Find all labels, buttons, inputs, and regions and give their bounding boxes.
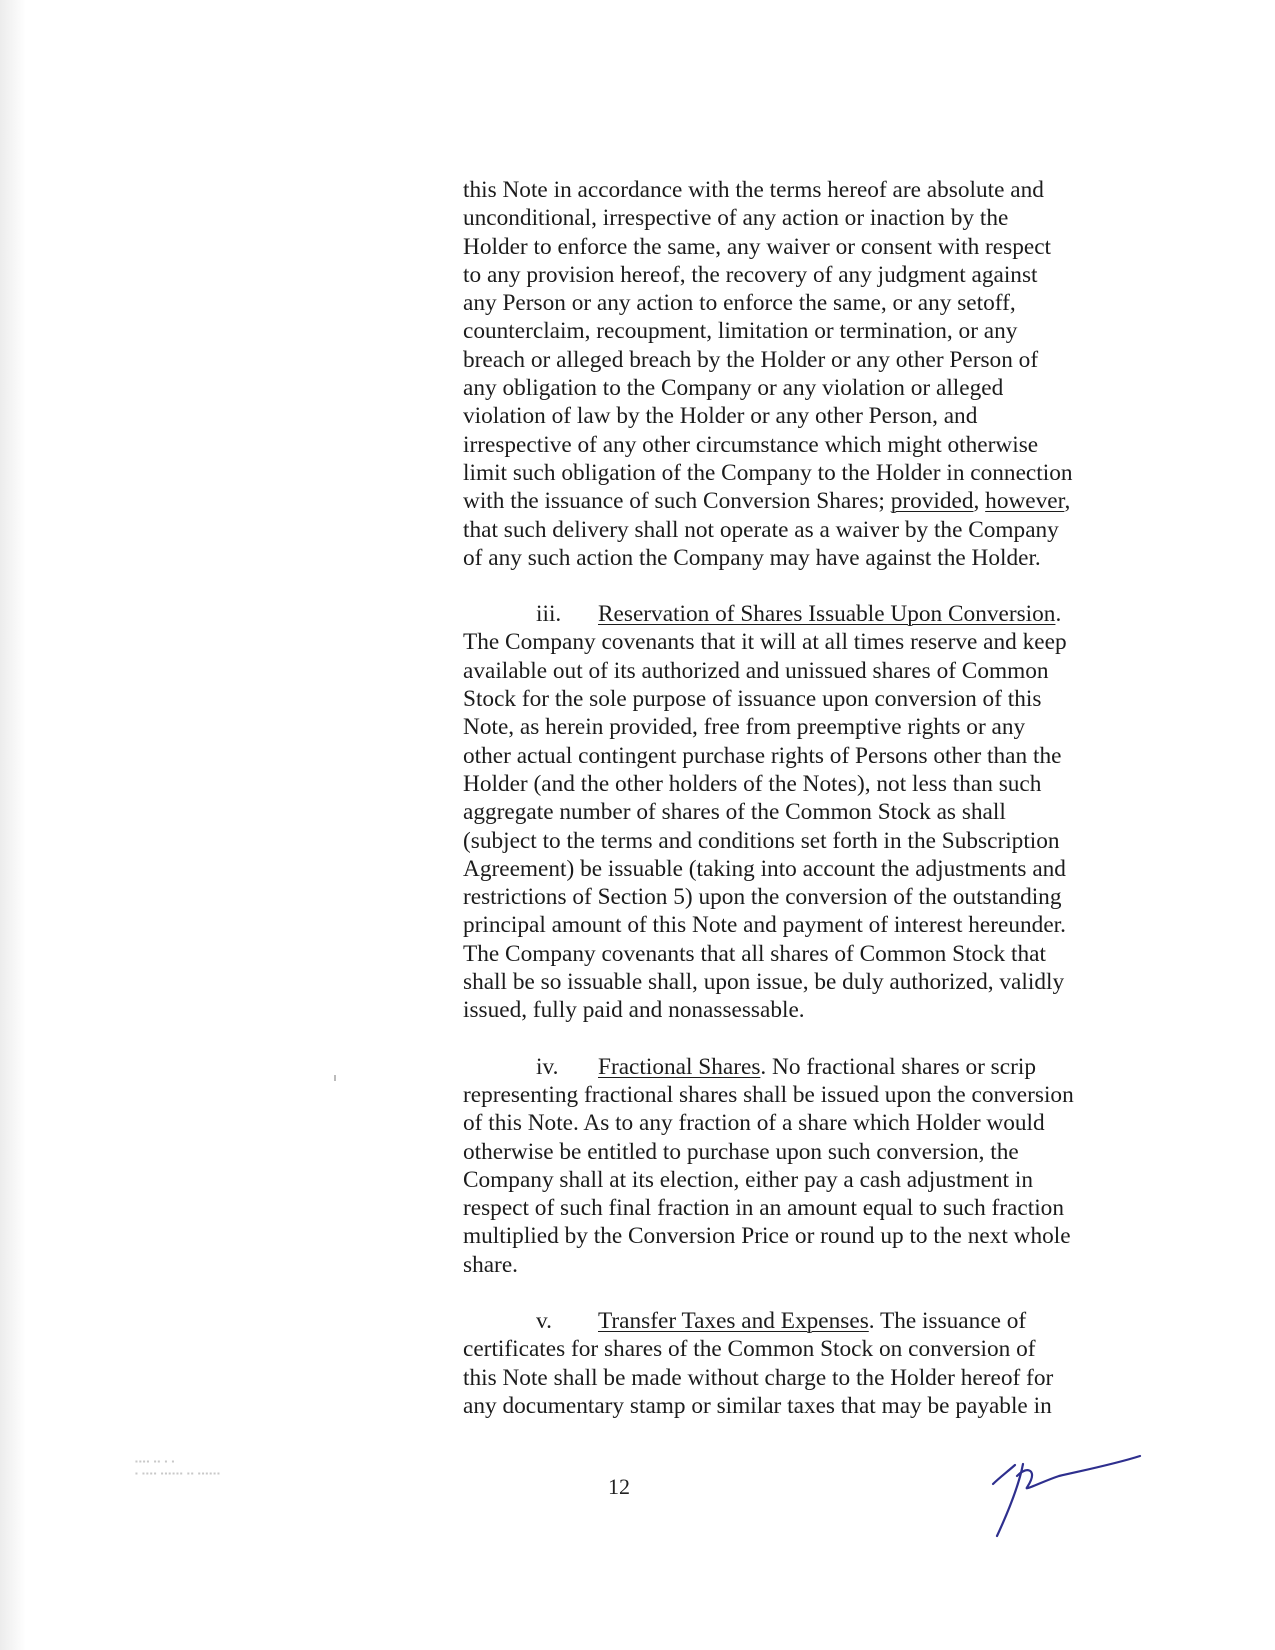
text-line: certificates for shares of the Common Stock on conversion of [463,1336,1036,1363]
text-line: unconditional, irrespective of any action or inaction by the [463,205,1009,232]
however-term: however [985,488,1065,515]
section-heading: Fractional Shares [598,1053,761,1080]
provided-term: provided [890,488,974,515]
text-line: share. [463,1251,518,1278]
text-line: representing fractional shares shall be issued upon the conversion [463,1081,1074,1108]
section-v [463,1307,1123,1420]
text-line: aggregate number of shares of the Common Stock as shall [463,799,1006,826]
text-line: breach or alleged breach by the Holder or any other Person of [463,346,1039,373]
text-line: (subject to the terms and conditions set forth in the Subscription [463,827,1060,854]
section-number: v. [536,1307,552,1334]
text-line: of any such action the Company may have against the Holder. [463,544,1041,571]
continuation-paragraph [463,176,1123,572]
section-number: iv. [536,1053,559,1080]
text-fragment: . The issuance of [868,1307,1027,1334]
text-line: restrictions of Section 5) upon the conversion of the outstanding [463,884,1062,911]
section-number: iii. [536,601,562,628]
text-line: respect of such final fraction in an amount equal to such fraction [463,1195,1064,1222]
scan-artifact-mark [334,1075,336,1081]
text-line: other actual contingent purchase rights of Persons other than the [463,742,1062,769]
text-line: The Company covenants that all shares of Common Stock that [463,940,1046,967]
text-line: of this Note. As to any fraction of a share which Holder would [463,1110,1045,1137]
initials-signature [975,1440,1175,1540]
text-fragment: . No fractional shares or scrip [760,1053,1036,1080]
text-line: irrespective of any other circumstance which might otherwise [463,431,1039,458]
text-line: otherwise be entitled to purchase upon such conversion, the [463,1138,1019,1165]
text-line: that such delivery shall not operate as a waiver by the Company [463,516,1059,543]
section-heading: Transfer Taxes and Expenses [598,1307,869,1334]
text-line: issued, fully paid and nonassessable. [463,997,805,1024]
text-line: any Person or any action to enforce the same, or any setoff, [463,290,1016,317]
text-fragment: , [973,488,986,515]
document-body [463,176,1123,1420]
text-line: Company shall at its election, either pay a cash adjustment in [463,1166,1033,1193]
section-heading-line [463,600,1123,628]
page-edge-shadow [0,0,26,1650]
page-number: 12 [608,1474,630,1499]
text-line: Holder (and the other holders of the Notes), not less than such [463,770,1042,797]
section-iii [463,600,1123,1024]
text-line: this Note shall be made without charge to the Holder hereof for [463,1364,1054,1391]
text-line: Holder to enforce the same, any waiver or consent with respect [463,233,1052,260]
text-line: The Company covenants that it will at all times reserve and keep [463,629,1067,656]
text-fragment: with the issuance of such Conversion Shares; [463,488,891,515]
text-fragment: . [1055,601,1062,628]
text-fragment: , [1064,488,1071,515]
text-line: any obligation to the Company or any violation or alleged [463,375,1004,402]
text-line: violation of law by the Holder or any other Person, and [463,403,978,430]
section-heading: Reservation of Shares Issuable Upon Conversion [598,601,1056,628]
text-line: any documentary stamp or similar taxes that may be payable in [463,1392,1052,1419]
section-heading-line [463,1053,1123,1081]
text-line: this Note in accordance with the terms hereof are absolute and [463,177,1044,203]
text-line: shall be so issuable shall, upon issue, be duly authorized, validly [463,969,1065,996]
section-iv [463,1053,1123,1279]
text-line: limit such obligation of the Company to the Holder in connection [463,459,1073,486]
text-line: Agreement) be issuable (taking into account the adjustments and [463,855,1066,882]
text-line: Note, as herein provided, free from preemptive rights or any [463,714,1026,741]
text-line: principal amount of this Note and payment of interest hereunder. [463,912,1066,939]
text-line: counterclaim, recoupment, limitation or termination, or any [463,318,1018,345]
text-line [463,487,1123,515]
text-line: Stock for the sole purpose of issuance upon conversion of this [463,686,1042,713]
text-line: multiplied by the Conversion Price or round up to the next whole [463,1223,1071,1250]
text-line: to any provision hereof, the recovery of any judgment against [463,261,1038,288]
section-heading-line [463,1307,1123,1335]
footer-stamp-faded: ▪▪▪▪ ▪▪ ▪ ▪ ▪ ▪▪▪▪ ▪▪▪▪▪▪ ▪▪ ▪▪▪▪▪▪ [135,1457,221,1478]
text-line: available out of its authorized and unissued shares of Common [463,657,1049,684]
